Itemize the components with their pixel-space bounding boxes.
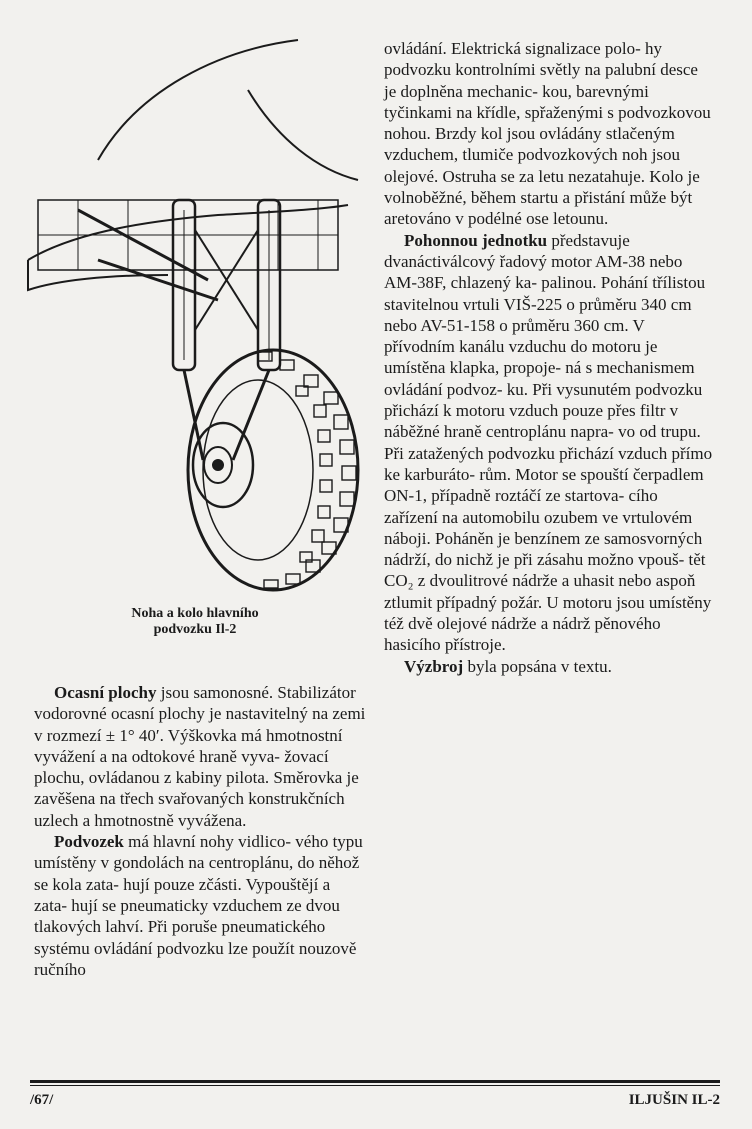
text-line: nezatahuje. Kolo je volnoběžné, [384, 166, 700, 208]
text-line: vrtuli VIŠ-225 o průměru 340 cm [462, 294, 692, 314]
page-number: /67/ [30, 1092, 54, 1108]
text-line: ve vrtulovém náboji. Poháněn je [384, 507, 693, 548]
text-line: vyvážení a na odtokové hraně vyva- [34, 746, 280, 766]
lead-term: Výzbroj [404, 656, 464, 676]
right-text-column [384, 38, 714, 677]
text-line: centroplánu, do něhož se kola zata- [34, 853, 360, 894]
text-line: vo od trupu. Při zatažených podvozku [384, 422, 701, 463]
running-title: ILJUŠIN IL-2 [628, 1092, 720, 1108]
text-line: benzínem ze samosvorných nádrží, [384, 528, 703, 570]
text-line: žovací plochu, ovládanou z kabiny [34, 746, 329, 788]
text-line: podvozku lze použít nouzově ručního [34, 938, 357, 979]
text-line: ovládání. Elektrická signalizace polo- [384, 39, 641, 58]
text-line: jsou samonosné. [160, 683, 274, 702]
text-line: dvou tlakových lahví. Při poruše [34, 895, 340, 937]
paragraph-undercarriage-continued [384, 38, 714, 230]
text-line: ± 1° 40′. Výškovka má hmotnostní [105, 725, 343, 745]
text-line: olejové nádrže a nádrž pěnového [436, 614, 661, 634]
text-line: AM-38 nebo AM-38F, chlazený ka- [384, 251, 683, 293]
text-line: spřaženými s podvozkovou nohou. [384, 102, 711, 144]
paragraph-armament [384, 656, 714, 677]
text-line: hují pouze zčásti. Vypouštějí a zata- [34, 874, 331, 915]
caption-line-2: podvozku Il-2 [153, 622, 237, 637]
text-line: nebo aspoň ztlumit případný požár. [384, 571, 696, 612]
text-line: hy podvozku kontrolními světly na [384, 39, 663, 80]
text-line: představuje [551, 230, 630, 250]
text-line: přichází vzduch přímo ke karburáto- [384, 443, 713, 484]
text-line: rům. Motor se spouští čerpadlem [479, 464, 704, 484]
text-line: ON-1, případně roztáčí ze startova- [384, 486, 625, 506]
text-line: U motoru jsou umístěny též dvě [384, 592, 712, 634]
text-line: tět CO₂ z dvoulitrové nádrže a uhasit [384, 550, 706, 591]
text-line: ku. Při vysunutém podvozku přichází [384, 379, 703, 421]
figure-caption [100, 606, 290, 638]
text-line: motoru je umístěna klapka, propoje- [384, 337, 658, 378]
lead-term: Pohonnou jednotku [404, 230, 548, 250]
left-text-column [34, 682, 366, 980]
paragraph-powerplant [384, 230, 714, 656]
text-line: byla popsána v textu. [467, 656, 612, 676]
text-line: vého typu umístěny v gondolách na [34, 832, 363, 873]
caption-line-1: Noha a kolo hlavního [131, 606, 259, 621]
paragraph-undercarriage [34, 831, 366, 980]
text-line: v náběžné hraně centroplánu naprа- [384, 401, 679, 442]
text-line: k motoru vzduch pouze přes filtr [443, 401, 666, 421]
text-line: ná s mechanismem ovládání podvoz- [384, 358, 695, 399]
text-line: má hlavní nohy vidlico- [128, 832, 292, 852]
text-line: hasicího přístroje. [384, 635, 506, 655]
text-line: a hmotnostně vyvážena. [82, 810, 247, 830]
text-line: je nastavitelný na zemi v rozmezí [34, 704, 366, 745]
text-line: pilota. Směrovka je zavěšena na třech [34, 768, 359, 809]
text-line: do nichž je při zásahu možno vpouš- [434, 550, 685, 570]
text-line: hují se pneumaticky vzduchem ze [71, 895, 302, 915]
text-line: cího zařízení na automobilu ozubem [384, 486, 658, 527]
footer-rule-thin [30, 1085, 720, 1086]
footer-rule [30, 1080, 720, 1083]
text-line: Brzdy kol jsou ovládány stlačeným [435, 124, 675, 144]
text-line: aretováno v podélné ose letounu. [384, 209, 609, 229]
text-line: dvanáctiválcový řadový motor [384, 251, 592, 271]
text-line: vzduchem, tlumiče podvozkových [384, 145, 618, 165]
paragraph-tail-surfaces [34, 682, 366, 831]
text-line: palubní desce je doplněna mechanic- [384, 60, 698, 101]
text-line: kou, barevnými tyčinkami na křídle, [384, 81, 649, 122]
landing-gear-illustration [18, 30, 368, 610]
text-line: palinou. Pohání třílistou stavitelnou [384, 273, 706, 314]
text-line: během startu a přistání může být [470, 188, 693, 208]
lead-term: Podvozek [54, 832, 124, 852]
lead-term: Ocasní plochy [54, 683, 157, 702]
text-line: Stabilizátor vodorovné ocasní plochy [34, 683, 356, 724]
text-line: V přívodním kanálu vzduchu do [384, 315, 645, 357]
text-line: noh jsou olejové. Ostruha se za letu [384, 145, 681, 186]
text-line: nebo AV-51-158 o průměru 360 cm. [384, 315, 629, 335]
text-line: pneumatického systému ovládání [34, 917, 326, 958]
text-line: svařovaných konstrukčních uzlech [34, 789, 345, 830]
